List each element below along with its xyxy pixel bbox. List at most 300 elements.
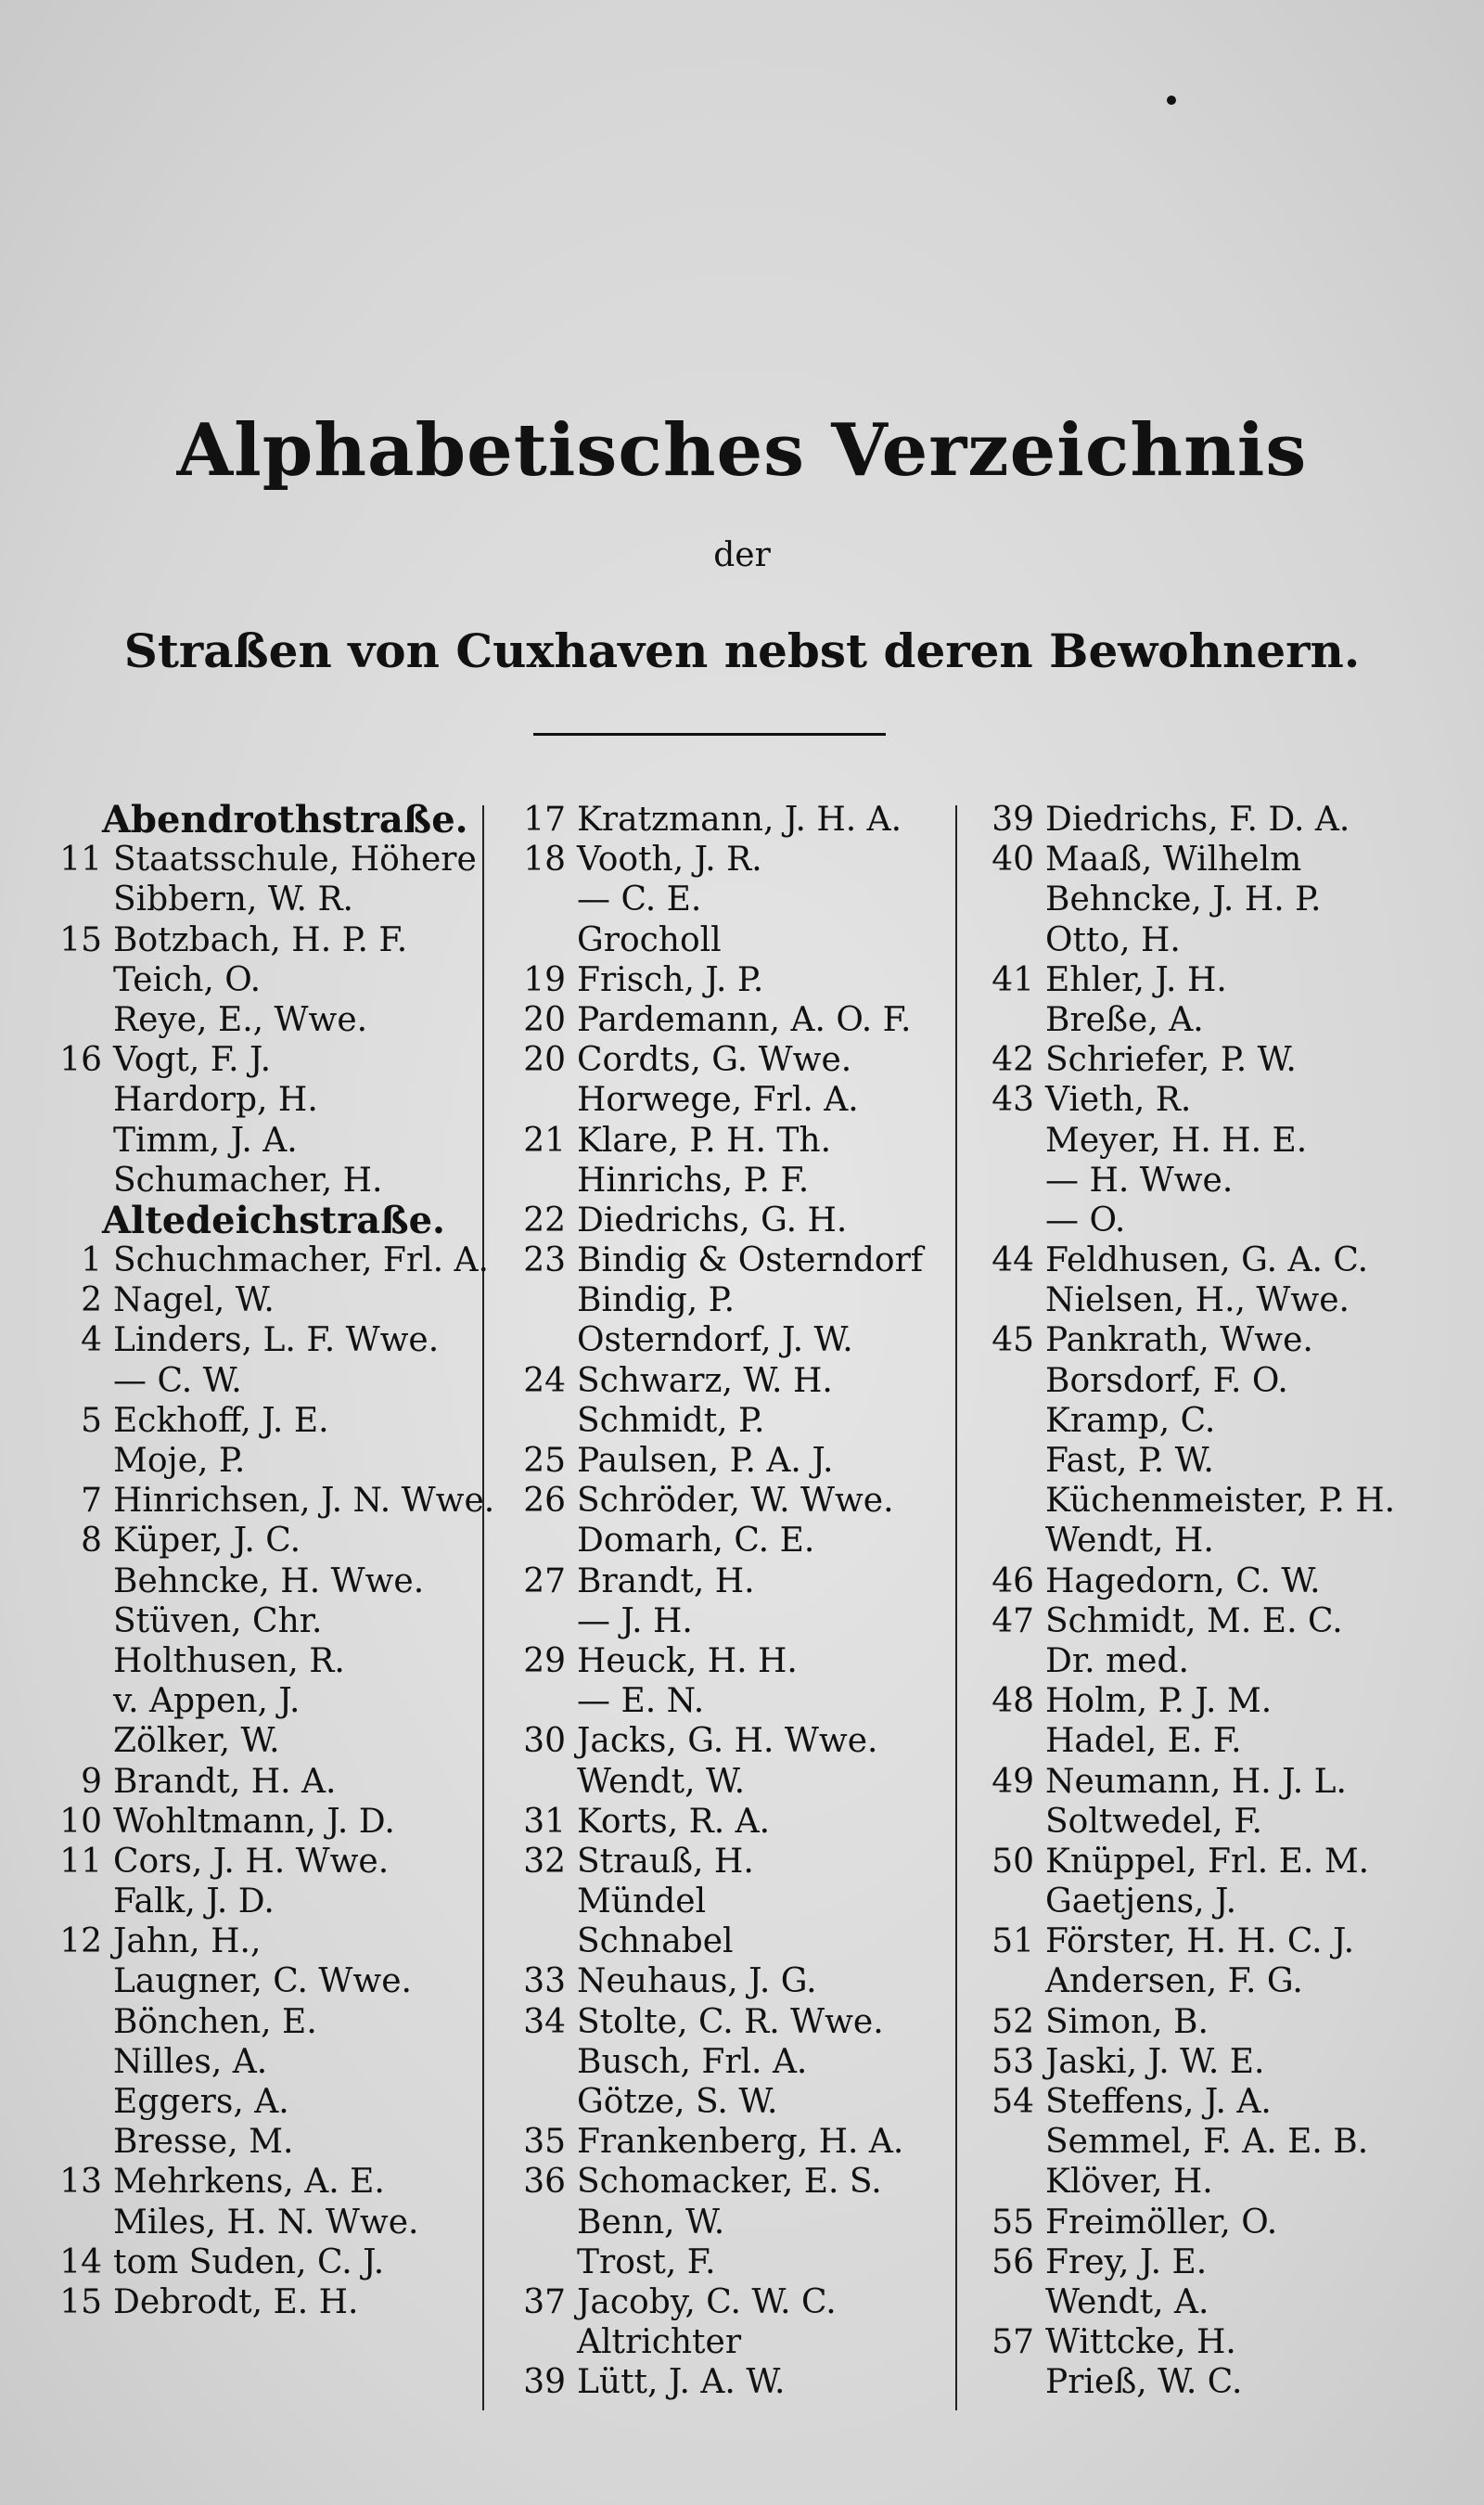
resident-name: Domarh, C. E. — [577, 1522, 815, 1561]
resident-name: Osterndorf, J. W. — [577, 1321, 853, 1360]
directory-entry — [28, 2242, 482, 2282]
directory-entry — [28, 1401, 482, 1441]
directory-entry — [28, 1000, 482, 1040]
house-number: 39 — [991, 801, 1034, 839]
directory-entry — [960, 880, 1479, 919]
resident-name: Sibbern, W. R. — [113, 880, 353, 919]
resident-name: Pardemann, A. O. F. — [577, 1000, 912, 1039]
house-number: 50 — [991, 1842, 1034, 1881]
directory-entry — [492, 2282, 955, 2322]
resident-name: Mehrkens, A. E. — [113, 2163, 385, 2202]
directory-entry — [960, 2122, 1479, 2162]
directory-entry — [960, 2362, 1479, 2402]
resident-name: Vieth, R. — [1045, 1081, 1192, 1120]
directory-entry — [960, 2322, 1479, 2362]
subtitle-der: der — [713, 536, 771, 574]
resident-name: Andersen, F. G. — [1045, 1962, 1303, 2001]
title-rule — [533, 733, 886, 736]
directory-entry — [492, 1080, 955, 1120]
resident-name: Küper, J. C. — [113, 1522, 301, 1561]
directory-entry — [492, 960, 955, 1000]
resident-name: Horwege, Frl. A. — [577, 1081, 859, 1120]
resident-name: Behncke, H. Wwe. — [113, 1561, 425, 1600]
directory-entry — [28, 1601, 482, 1641]
house-number: 54 — [991, 2083, 1034, 2121]
directory-entry — [960, 1802, 1479, 1842]
resident-name: Trost, F. — [577, 2242, 716, 2281]
resident-name: Zölker, W. — [113, 1722, 280, 1761]
house-number: 33 — [523, 1962, 566, 2001]
directory-entry — [960, 840, 1479, 880]
directory-entry — [960, 1080, 1479, 1120]
directory-entry — [492, 2362, 955, 2402]
directory-entry — [960, 920, 1479, 960]
house-number: 22 — [523, 1201, 566, 1240]
resident-name: Wendt, W. — [577, 1762, 746, 1801]
directory-entry — [960, 1280, 1479, 1320]
house-number: 17 — [523, 801, 566, 839]
resident-name: — O. — [1045, 1201, 1126, 1240]
resident-name: Schumacher, H. — [113, 1161, 383, 1200]
resident-name: Behncke, J. H. P. — [1045, 880, 1322, 919]
directory-entry — [28, 2002, 482, 2042]
house-number: 56 — [991, 2242, 1034, 2281]
house-number: 29 — [523, 1641, 566, 1680]
resident-name: Götze, S. W. — [577, 2083, 778, 2121]
resident-name: Linders, L. F. Wwe. — [113, 1321, 440, 1360]
house-number: 55 — [991, 2203, 1034, 2242]
directory-entry — [28, 880, 482, 919]
directory-entry — [960, 1641, 1479, 1681]
directory-entry — [960, 2203, 1479, 2242]
resident-name: Hagedorn, C. W. — [1045, 1561, 1321, 1600]
house-number: 16 — [59, 1041, 102, 1080]
resident-name: — H. Wwe. — [1045, 1161, 1234, 1200]
house-number: 45 — [991, 1321, 1034, 1360]
directory-entry — [492, 1521, 955, 1561]
directory-entry — [960, 1121, 1479, 1161]
directory-entry — [960, 2282, 1479, 2322]
directory-entry — [492, 1842, 955, 1882]
resident-name: Otto, H. — [1045, 920, 1181, 959]
house-number: 4 — [81, 1321, 102, 1360]
directory-entry — [960, 1561, 1479, 1601]
directory-entry — [28, 1361, 482, 1401]
resident-name: Jahn, H., — [113, 1922, 262, 1961]
resident-name: Bönchen, E. — [113, 2002, 317, 2041]
directory-entry — [28, 960, 482, 1000]
resident-name: Cordts, G. Wwe. — [577, 1041, 852, 1080]
resident-name: Strauß, H. — [577, 1842, 754, 1881]
directory-entry — [492, 880, 955, 919]
resident-name: Kramp, C. — [1045, 1401, 1216, 1440]
resident-name: Steffens, J. A. — [1045, 2083, 1272, 2121]
directory-entry — [492, 2322, 955, 2362]
directory-entry — [28, 2203, 482, 2242]
directory-entry — [28, 2162, 482, 2202]
house-number: 19 — [523, 960, 566, 999]
resident-name: Brandt, H. — [577, 1561, 755, 1600]
house-number: 27 — [523, 1561, 566, 1600]
directory-entry — [492, 2082, 955, 2122]
resident-name: Soltwedel, F. — [1045, 1802, 1262, 1841]
house-number: 34 — [523, 2002, 566, 2041]
house-number: 11 — [59, 841, 102, 880]
resident-name: Nilles, A. — [113, 2042, 268, 2081]
resident-name: Laugner, C. Wwe. — [113, 1962, 412, 2001]
resident-name: Dr. med. — [1045, 1641, 1189, 1680]
directory-column-3 — [960, 800, 1479, 2403]
house-number: 9 — [81, 1762, 102, 1801]
directory-entry — [492, 1601, 955, 1641]
house-number: 44 — [991, 1241, 1034, 1280]
street-name: Altedeichstraße. — [102, 1198, 445, 1242]
directory-entry — [960, 1040, 1479, 1080]
directory-column-1 — [28, 798, 495, 2322]
resident-name: Eggers, A. — [113, 2083, 289, 2121]
resident-name: Hinrichs, P. F. — [577, 1161, 810, 1200]
resident-name: Holthusen, R. — [113, 1641, 345, 1680]
directory-entry — [492, 1441, 955, 1481]
resident-name: Frey, J. E. — [1045, 2242, 1208, 2281]
street-heading — [28, 800, 482, 840]
resident-name: Feldhusen, G. A. C. — [1045, 1241, 1369, 1280]
house-number: 20 — [523, 1041, 566, 1080]
house-number: 49 — [991, 1762, 1034, 1801]
house-number: 7 — [81, 1482, 102, 1521]
resident-name: Neumann, H. J. L. — [1045, 1762, 1348, 1801]
resident-name: Hardorp, H. — [113, 1081, 318, 1120]
resident-name: Korts, R. A. — [577, 1802, 771, 1841]
directory-entry — [28, 1521, 482, 1561]
directory-entry — [492, 2203, 955, 2242]
directory-entry — [960, 1601, 1479, 1641]
resident-name: Meyer, H. H. E. — [1045, 1121, 1308, 1160]
resident-name: Schmidt, M. E. C. — [1045, 1601, 1343, 1640]
directory-entry — [960, 1441, 1479, 1481]
resident-name: Vooth, J. R. — [577, 841, 762, 880]
resident-name: Diedrichs, G. H. — [577, 1201, 848, 1240]
resident-name: v. Appen, J. — [113, 1682, 301, 1721]
resident-name: Grocholl — [577, 920, 722, 959]
resident-name: Fast, P. W. — [1045, 1442, 1214, 1480]
directory-entry — [960, 1762, 1479, 1802]
directory-entry — [492, 1280, 955, 1320]
directory-entry — [492, 2242, 955, 2282]
directory-entry — [492, 1121, 955, 1161]
resident-name: Klare, P. H. Th. — [577, 1121, 832, 1160]
resident-name: Wendt, H. — [1045, 1522, 1214, 1561]
directory-entry — [960, 800, 1479, 840]
directory-entry — [492, 2042, 955, 2082]
resident-name: Hinrichsen, J. N. Wwe. — [113, 1482, 495, 1521]
resident-name: Holm, P. J. M. — [1045, 1682, 1273, 1721]
directory-entry — [492, 1561, 955, 1601]
resident-name: Bindig, P. — [577, 1281, 736, 1320]
resident-name: Diedrichs, F. D. A. — [1045, 801, 1350, 839]
resident-name: Reye, E., Wwe. — [113, 1000, 368, 1039]
resident-name: Schröder, W. Wwe. — [577, 1482, 894, 1521]
house-number: 52 — [991, 2002, 1034, 2041]
house-number: 12 — [59, 1922, 102, 1961]
house-number: 15 — [59, 2282, 102, 2321]
directory-entry — [28, 1882, 482, 1921]
directory-entry — [492, 2002, 955, 2042]
directory-entry — [960, 1521, 1479, 1561]
directory-entry — [28, 1080, 482, 1120]
resident-name: — E. N. — [577, 1682, 705, 1721]
directory-entry — [28, 1641, 482, 1681]
directory-entry — [28, 1842, 482, 1882]
resident-name: Falk, J. D. — [113, 1882, 275, 1921]
directory-entry — [492, 1721, 955, 1761]
house-number: 13 — [59, 2163, 102, 2202]
house-number: 51 — [991, 1922, 1034, 1961]
directory-entry — [492, 1681, 955, 1721]
house-number: 25 — [523, 1442, 566, 1480]
resident-name: — J. H. — [577, 1601, 693, 1640]
resident-name: Paulsen, P. A. J. — [577, 1442, 834, 1480]
directory-entry — [492, 1201, 955, 1240]
resident-name: Wittcke, H. — [1045, 2323, 1236, 2362]
directory-entry — [492, 1641, 955, 1681]
resident-name: Semmel, F. A. E. B. — [1045, 2123, 1369, 2162]
subtitle: Straßen von Cuxhaven nebst deren Bewohnern. — [123, 623, 1361, 678]
street-heading — [28, 1198, 482, 1242]
house-number: 14 — [59, 2242, 102, 2281]
house-number: 37 — [523, 2282, 566, 2321]
directory-entry — [492, 1401, 955, 1441]
directory-entry — [28, 840, 482, 880]
house-number: 39 — [523, 2363, 566, 2402]
resident-name: Maaß, Wilhelm — [1045, 841, 1302, 880]
resident-name: Jacks, G. H. Wwe. — [577, 1722, 878, 1761]
directory-entry — [492, 840, 955, 880]
directory-entry — [960, 1361, 1479, 1401]
resident-name: Eckhoff, J. E. — [113, 1401, 329, 1440]
resident-name: Schuchmacher, Frl. A. — [113, 1241, 489, 1280]
house-number: 20 — [523, 1000, 566, 1039]
resident-name: Kratzmann, J. H. A. — [577, 801, 902, 839]
resident-name: Lütt, J. A. W. — [577, 2363, 786, 2402]
resident-name: Moje, P. — [113, 1442, 246, 1480]
house-number: 43 — [991, 1081, 1034, 1120]
resident-name: Simon, B. — [1045, 2002, 1209, 2041]
directory-entry — [960, 2242, 1479, 2282]
directory-entry — [28, 2082, 482, 2122]
resident-name: Neuhaus, J. G. — [577, 1962, 817, 2001]
resident-name: Wendt, A. — [1045, 2282, 1209, 2321]
resident-name: Stolte, C. R. Wwe. — [577, 2002, 884, 2041]
house-number: 24 — [523, 1361, 566, 1400]
resident-name: Benn, W. — [577, 2203, 725, 2242]
directory-entry — [28, 1161, 482, 1201]
directory-entry — [28, 2042, 482, 2082]
house-number: 48 — [991, 1682, 1034, 1721]
directory-entry — [492, 1040, 955, 1080]
directory-entry — [28, 1681, 482, 1721]
resident-name: Bindig & Osterndorf — [577, 1241, 924, 1280]
resident-name: Botzbach, H. P. F. — [113, 920, 408, 959]
resident-name: Schnabel — [577, 1922, 734, 1961]
house-number: 35 — [523, 2123, 566, 2162]
directory-entry — [28, 1320, 482, 1360]
directory-entry — [960, 1721, 1479, 1761]
house-number: 5 — [81, 1401, 102, 1440]
house-number: 2 — [81, 1281, 102, 1320]
directory-entry — [492, 1320, 955, 1360]
directory-entry — [28, 1961, 482, 2001]
directory-entry — [960, 1320, 1479, 1360]
directory-entry — [960, 1842, 1479, 1882]
resident-name: Förster, H. H. C. J. — [1045, 1922, 1355, 1961]
house-number: 42 — [991, 1041, 1034, 1080]
page-title: Alphabetisches Verzeichnis — [176, 408, 1308, 493]
resident-name: Busch, Frl. A. — [577, 2042, 808, 2081]
directory-entry — [960, 1161, 1479, 1201]
resident-name: Knüppel, Frl. E. M. — [1045, 1842, 1370, 1881]
directory-entry — [492, 1882, 955, 1921]
directory-entry — [492, 1921, 955, 1961]
directory-entry — [492, 1961, 955, 2001]
resident-name: Vogt, F. J. — [113, 1041, 272, 1080]
directory-entry — [28, 1121, 482, 1161]
house-number: 11 — [59, 1842, 102, 1881]
house-number: 57 — [991, 2323, 1034, 2362]
resident-name: Klöver, H. — [1045, 2163, 1213, 2202]
directory-entry — [960, 1961, 1479, 2001]
directory-entry — [960, 1481, 1479, 1521]
house-number: 1 — [81, 1241, 102, 1280]
house-number: 36 — [523, 2163, 566, 2202]
resident-name: Timm, J. A. — [113, 1121, 298, 1160]
resident-name: Ehler, J. H. — [1045, 960, 1227, 999]
resident-name: Pankrath, Wwe. — [1045, 1321, 1313, 1360]
resident-name: Teich, O. — [113, 960, 262, 999]
directory-entry — [28, 920, 482, 960]
resident-name: — C. W. — [113, 1361, 242, 1400]
resident-name: Küchenmeister, P. H. — [1045, 1482, 1396, 1521]
directory-entry — [28, 1721, 482, 1761]
directory-entry — [960, 1882, 1479, 1921]
directory-entry — [960, 1240, 1479, 1280]
directory-column-2 — [492, 800, 955, 2403]
directory-entry — [492, 1802, 955, 1842]
house-number: 53 — [991, 2042, 1034, 2081]
resident-name: Gaetjens, J. — [1045, 1882, 1237, 1921]
directory-entry — [28, 1921, 482, 1961]
directory-entry — [28, 1040, 482, 1080]
directory-entry — [492, 1361, 955, 1401]
directory-entry — [960, 1201, 1479, 1240]
directory-entry — [492, 920, 955, 960]
directory-entry — [28, 2122, 482, 2162]
resident-name: Frisch, J. P. — [577, 960, 764, 999]
directory-entry — [492, 2122, 955, 2162]
resident-name: Freimöller, O. — [1045, 2203, 1278, 2242]
house-number: 26 — [523, 1482, 566, 1521]
house-number: 21 — [523, 1121, 566, 1160]
resident-name: Debrodt, E. H. — [113, 2282, 359, 2321]
house-number: 41 — [991, 960, 1034, 999]
print-speck — [1167, 96, 1176, 105]
resident-name: Stüven, Chr. — [113, 1601, 323, 1640]
directory-entry — [28, 2282, 482, 2322]
directory-entry — [960, 2082, 1479, 2122]
directory-entry — [960, 1401, 1479, 1441]
directory-entry — [492, 1000, 955, 1040]
resident-name: Wohltmann, J. D. — [113, 1802, 395, 1841]
resident-name: Jacoby, C. W. C. — [577, 2282, 837, 2321]
house-number: 46 — [991, 1561, 1034, 1600]
directory-entry — [492, 2162, 955, 2202]
house-number: 10 — [59, 1802, 102, 1841]
resident-name: Prieß, W. C. — [1045, 2363, 1243, 2402]
resident-name: Bresse, M. — [113, 2123, 294, 2162]
house-number: 31 — [523, 1802, 566, 1841]
resident-name: Hadel, E. F. — [1045, 1722, 1242, 1761]
resident-name: tom Suden, C. J. — [113, 2242, 385, 2281]
resident-name: Cors, J. H. Wwe. — [113, 1842, 390, 1881]
resident-name: Staatsschule, Höhere — [113, 841, 477, 880]
house-number: 8 — [81, 1522, 102, 1561]
directory-entry — [492, 1481, 955, 1521]
street-name: Abendrothstraße. — [102, 798, 468, 841]
directory-entry — [492, 1240, 955, 1280]
directory-entry — [492, 800, 955, 840]
directory-entry — [960, 2162, 1479, 2202]
house-number: 40 — [991, 841, 1034, 880]
resident-name: Schomacker, E. S. — [577, 2163, 882, 2202]
column-divider — [955, 805, 957, 2410]
column-divider — [482, 805, 484, 2410]
resident-name: Schriefer, P. W. — [1045, 1041, 1297, 1080]
directory-entry — [28, 1561, 482, 1601]
directory-entry — [960, 960, 1479, 1000]
directory-entry — [28, 1441, 482, 1481]
directory-entry — [28, 1802, 482, 1842]
directory-entry — [960, 1000, 1479, 1040]
directory-entry — [28, 1762, 482, 1802]
resident-name: Jaski, J. W. E. — [1045, 2042, 1265, 2081]
house-number: 18 — [523, 841, 566, 880]
house-number: 47 — [991, 1601, 1034, 1640]
directory-entry — [492, 1161, 955, 1201]
resident-name: Borsdorf, F. O. — [1045, 1361, 1288, 1400]
directory-entry — [960, 2042, 1479, 2082]
resident-name: Nagel, W. — [113, 1281, 275, 1320]
resident-name: Schwarz, W. H. — [577, 1361, 833, 1400]
house-number: 23 — [523, 1241, 566, 1280]
directory-entry — [960, 1921, 1479, 1961]
directory-entry — [28, 1481, 495, 1521]
resident-name: Frankenberg, H. A. — [577, 2123, 904, 2162]
directory-entry — [960, 1681, 1479, 1721]
directory-entry — [28, 1280, 482, 1320]
resident-name: — C. E. — [577, 880, 702, 919]
resident-name: Breße, A. — [1045, 1000, 1204, 1039]
house-number: 30 — [523, 1722, 566, 1761]
house-number: 32 — [523, 1842, 566, 1881]
resident-name: Brandt, H. A. — [113, 1762, 337, 1801]
resident-name: Schmidt, P. — [577, 1401, 765, 1440]
directory-entry — [28, 1240, 489, 1280]
house-number: 15 — [59, 920, 102, 959]
directory-entry — [492, 1762, 955, 1802]
resident-name: Miles, H. N. Wwe. — [113, 2203, 419, 2242]
directory-entry — [960, 2002, 1479, 2042]
resident-name: Altrichter — [577, 2323, 742, 2362]
